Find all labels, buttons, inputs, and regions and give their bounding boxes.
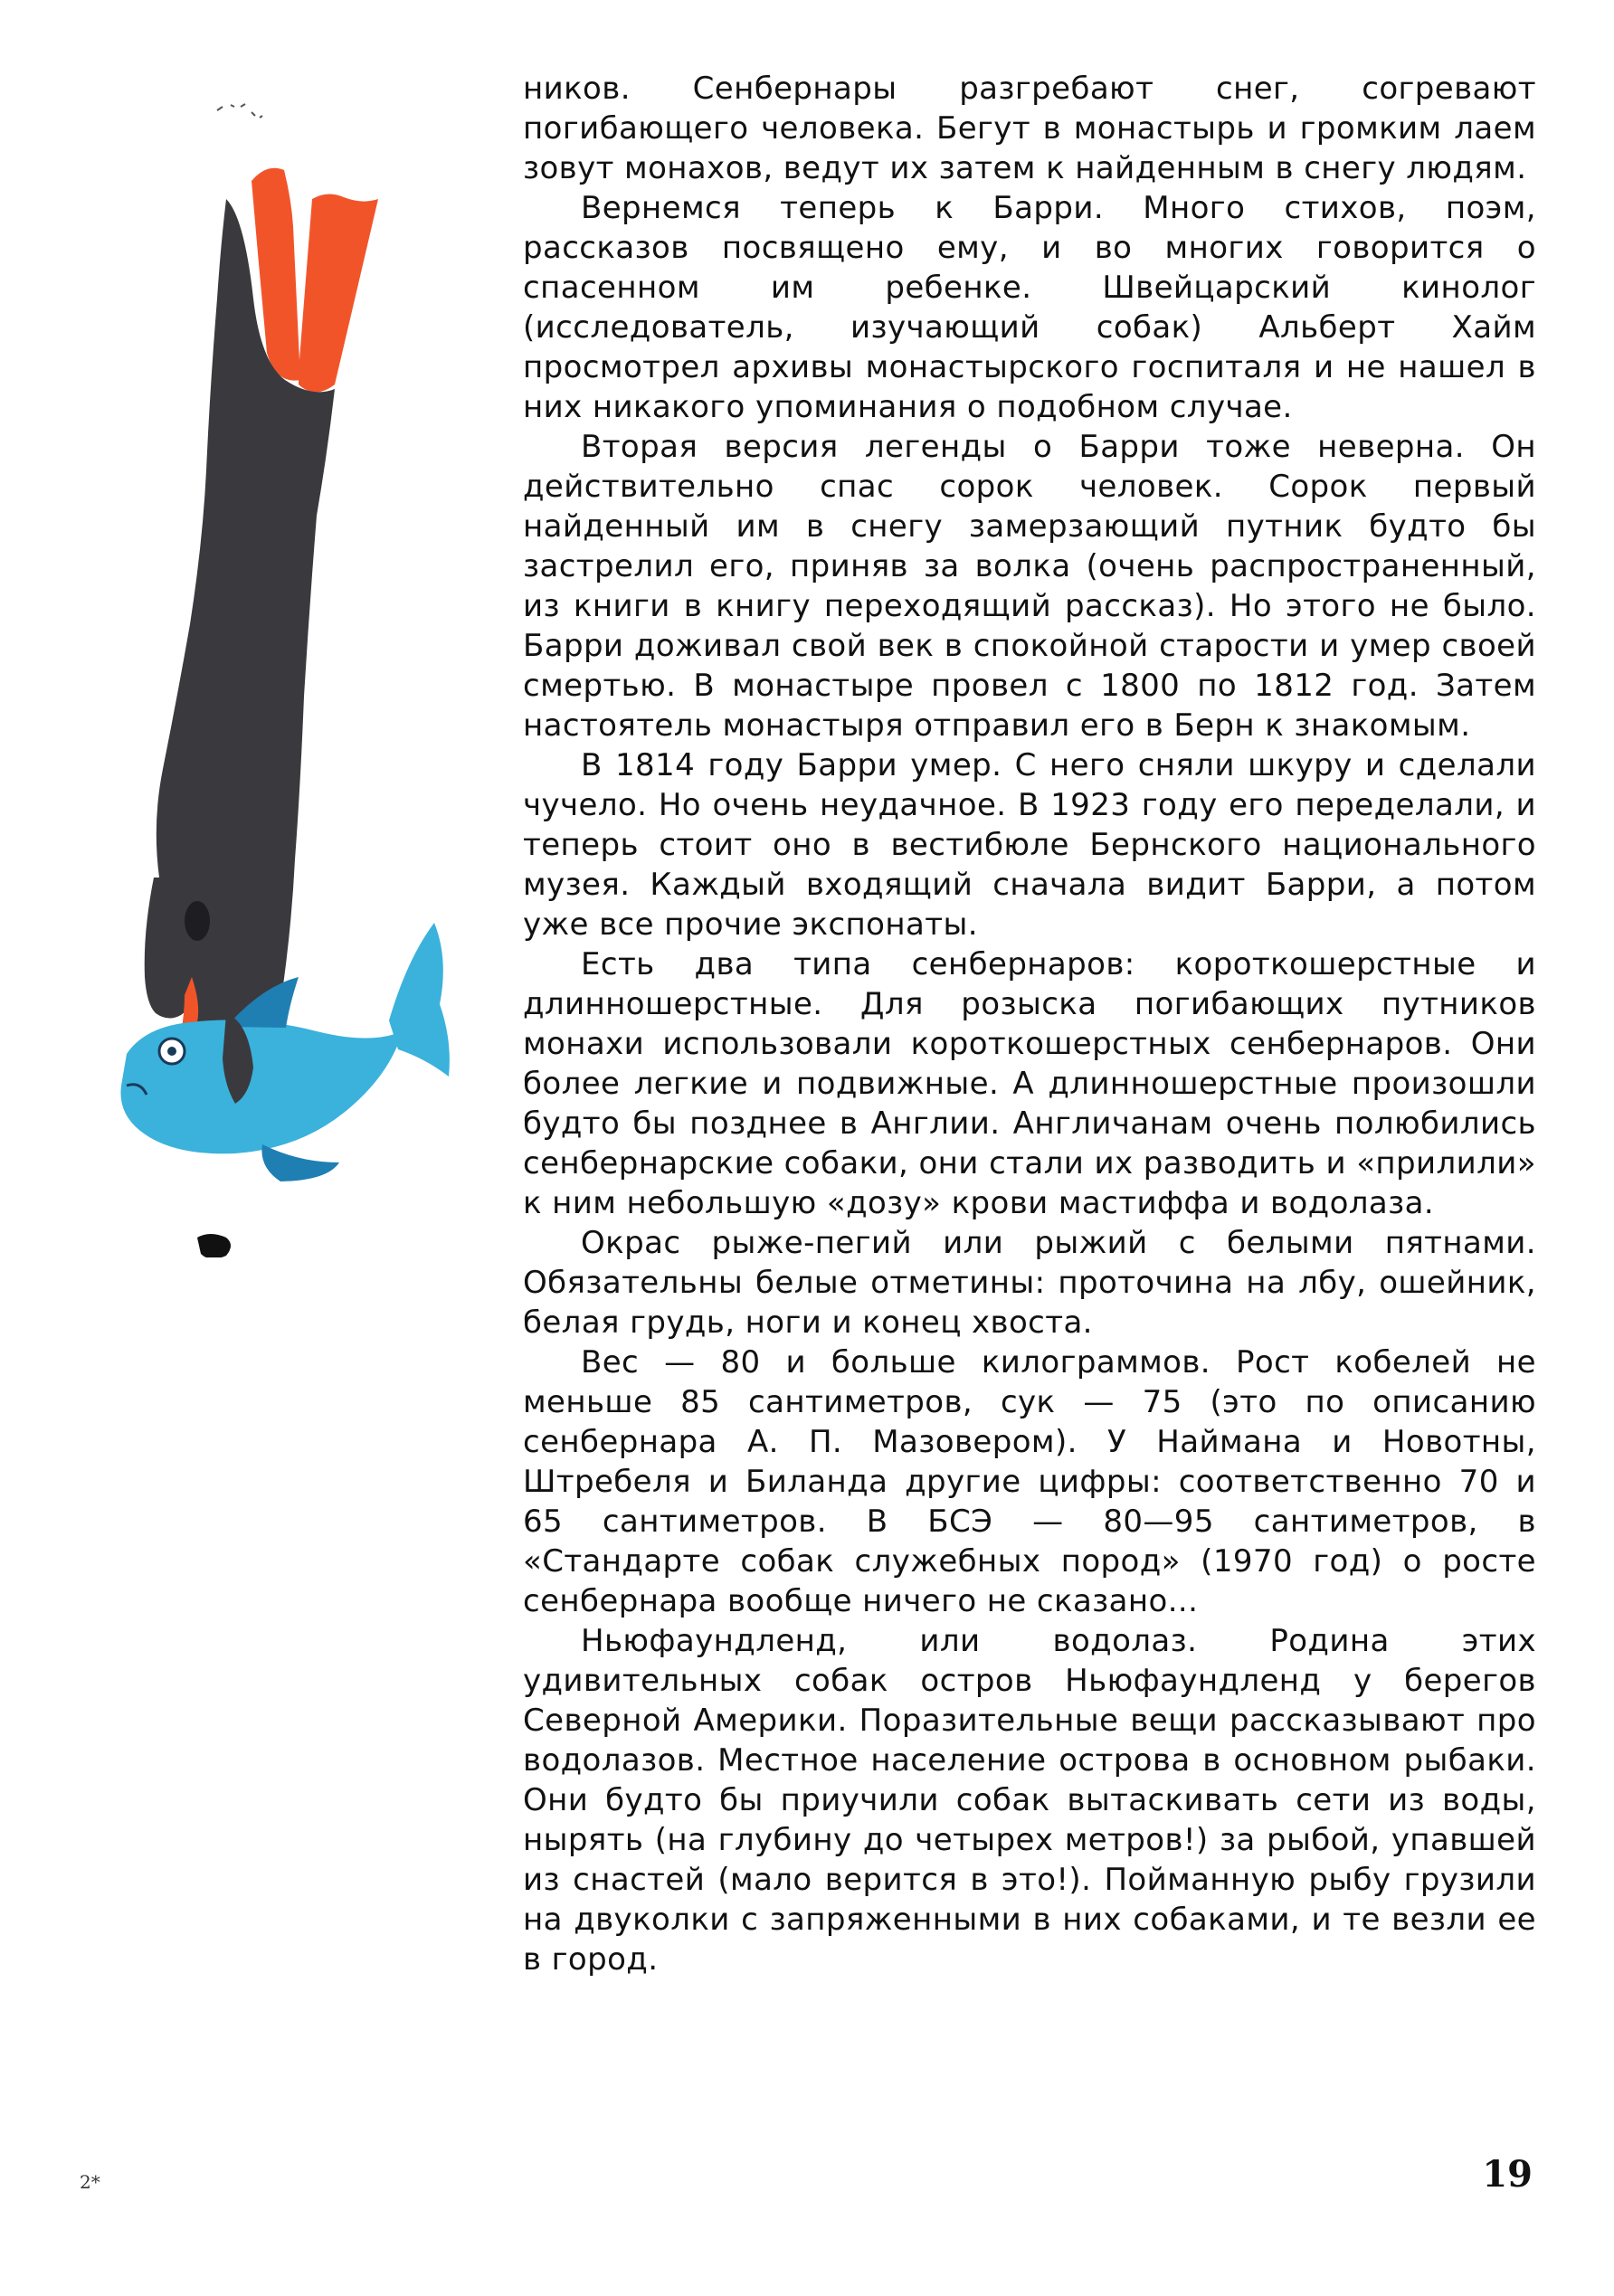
fish-eye-pupil <box>167 1047 176 1056</box>
right-flipper <box>299 194 378 392</box>
fish-tail <box>389 923 450 1077</box>
article-text <box>523 69 1536 1979</box>
fish-body <box>120 1020 403 1154</box>
paragraph: Вес — 80 и больше килограммов. Рост кобелей не меньше 85 сантиметров, сук — 75 (это по описанию сенбернара А. П. Мазовером). У Наймана и Новотны, Штребеля и Биланда другие цифры: соответственно 70 и 65 сантиметров. В БСЭ — 80—95 сантиметров, в «Стандарте собак служебных пород» (1970 год) о росте сенбернара вообще ничего не сказано... <box>523 1344 1536 1619</box>
paragraph: Вторая версия легенды о Барри тоже неверна. Он действительно спас сорок человек. Сорок первый найденный им в снегу замерзающий путник будто бы застрелил его, приняв за волка (очень распространенный, из книги в книгу переходящий рассказ). Но этого не было. Барри доживал свой век в спокойной старости и умер своей смертью. В монастыре провел с 1800 по 1812 год. Затем настоятель монастыря отправил его в Берн к знакомым. <box>523 429 1536 744</box>
dog-ear <box>185 901 210 941</box>
ink-splash <box>197 1234 231 1257</box>
sketch-marks <box>217 104 262 118</box>
page-number: 19 <box>1482 2153 1533 2196</box>
paragraph: В 1814 году Барри умер. С него сняли шкуру и сделали чучело. Но очень неудачное. В 1923 году его переделали, и теперь стоит оно в вестибюле Бернского национального музея. Каждый входящий сначала видит Барри, а потом уже все прочие экспонаты. <box>523 747 1536 943</box>
paragraph: ников. Сенбернары разгребают снег, согревают погибающего человека. Бегут в монастырь и громким лаем зовут монахов, ведут их затем к найденным в снегу людям. <box>523 71 1536 186</box>
paragraph: Вернемся теперь к Барри. Много стихов, поэм, рассказов посвящено ему, и во многих говорится о спасенном им ребенке. Швейцарский кинолог (исследователь, изучающий собак) Альберт Хайм просмотрел архивы монастырского госпиталя и не нашел в них никакого упоминания о подобном случае. <box>523 190 1536 425</box>
paragraph: Окрас рыже-пегий или рыжий с белыми пятнами. Обязательны белые отметины: проточина на лбу, ошейник, белая грудь, ноги и конец хвоста. <box>523 1225 1536 1341</box>
paragraph: Есть два типа сенбернаров: короткошерстные и длинношерстные. Для розыска погибающих путников монахи использовали короткошерстных сенбернаров. Они более легкие и подвижные. А длинношерстные произошли будто бы позднее в Англии. Англичанам очень полюбились сенбернарские собаки, они стали их разводить и «прилили» к ним небольшую «дозу» крови мастиффа и водолаза. <box>523 946 1536 1221</box>
fish-bottom-fin <box>261 1144 339 1181</box>
paragraph: Ньюфаундленд, или водолаз. Родина этих удивительных собак остров Ньюфаундленд у берегов Северной Америки. Поразительные вещи рассказывают про водолазов. Местное население острова в основном рыбаки. Они будто бы приучили собак вытаскивать сети из воды, нырять (на глубину до четырех метров!) за рыбой, упавшей из снастей (мало верится в это!). Пойманную рыбу грузили на двуколки с запряженными в них собаками, и те везли ее в город. <box>523 1623 1536 1978</box>
diving-dog-with-fish-illustration <box>90 63 507 1257</box>
signature-mark: 2* <box>80 2171 100 2193</box>
